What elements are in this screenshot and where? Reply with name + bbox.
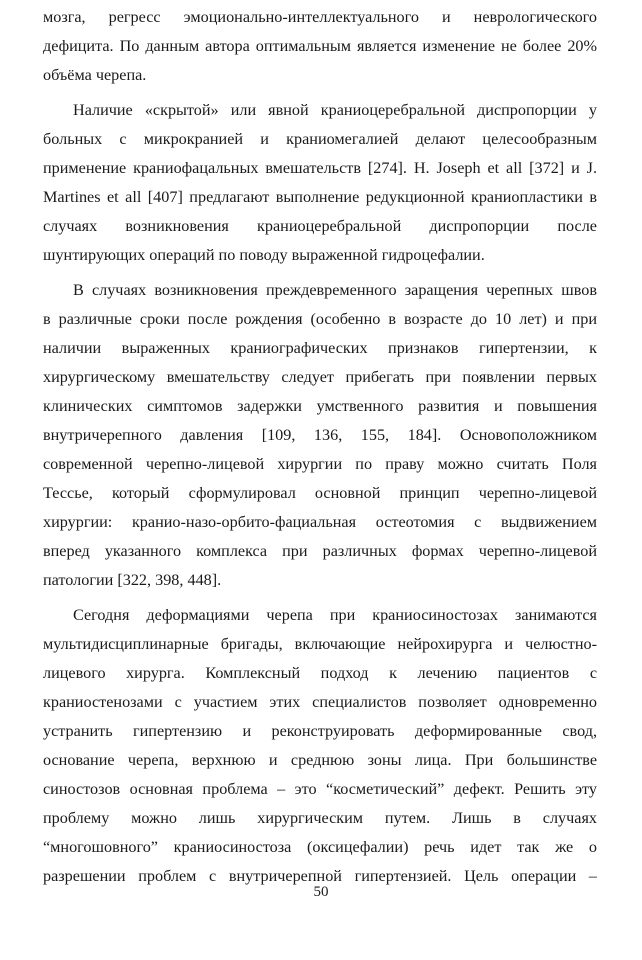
text-line: проблему можно лишь хирургическим путем. Лишь в случаях bbox=[43, 809, 597, 827]
text-line: внутричерепного давления [109, 136, 155, 184]. Основоположником bbox=[43, 426, 597, 444]
text-line: краниостенозами с участием этих специалистов позволяет одновременно bbox=[43, 693, 597, 711]
text-line: Наличие «скрытой» или явной краниоцеребральной диспропорции у bbox=[73, 101, 597, 119]
text-line: мозга, регресс эмоционально-интеллектуального и неврологического bbox=[43, 8, 597, 26]
page-number: 50 bbox=[313, 884, 329, 900]
text-line: в различные сроки после рождения (особенно в возрасте до 10 лет) и при bbox=[43, 310, 597, 328]
text-line: В случаях возникновения преждевременного заращения черепных швов bbox=[73, 281, 597, 299]
text-line: Сегодня деформациями черепа при краниосиностозах занимаются bbox=[73, 606, 597, 624]
paragraph bbox=[43, 3, 597, 90]
text-line: “многошовного” краниосиностоза (оксицефалии) речь идет так же о bbox=[43, 838, 597, 856]
body-text bbox=[43, 3, 597, 891]
text-line: Martines et all [407] предлагают выполнение редукционной краниопластики в bbox=[43, 188, 597, 206]
paragraph bbox=[43, 276, 597, 595]
text-line: наличии выраженных краниографических признаков гипертензии, к bbox=[43, 339, 597, 357]
text-line: устранить гипертензию и реконструировать деформированные свод, bbox=[43, 722, 597, 740]
paragraph bbox=[43, 96, 597, 270]
text-line: вперед указанного комплекса при различных формах черепно-лицевой bbox=[43, 542, 597, 560]
text-line: хирургии: кранио-назо-орбито-фациальная остеотомия с выдвижением bbox=[43, 513, 597, 531]
text-line: объёма черепа. bbox=[43, 66, 147, 84]
text-line: разрешении проблем с внутричерепной гипертензией. Цель операции – bbox=[43, 867, 597, 885]
text-line: случаях возникновения краниоцеребральной диспропорции после bbox=[43, 217, 597, 235]
text-line: хирургическому вмешательству следует прибегать при появлении первых bbox=[43, 368, 597, 386]
text-line: современной черепно-лицевой хирургии по праву можно считать Поля bbox=[43, 455, 597, 473]
text-line: основание черепа, верхнюю и среднюю зоны лица. При большинстве bbox=[43, 751, 597, 769]
text-line: мультидисциплинарные бригады, включающие нейрохирурга и челюстно- bbox=[43, 635, 597, 653]
paragraph bbox=[43, 601, 597, 891]
text-line: патологии [322, 398, 448]. bbox=[43, 571, 222, 589]
text-line: клинических симптомов задержки умственного развития и повышения bbox=[43, 397, 597, 415]
text-line: дефицита. По данным автора оптимальным является изменение не более 20% bbox=[43, 37, 597, 55]
text-line: применение краниофацальных вмешательств [274]. H. Joseph et all [372] и J. bbox=[43, 159, 597, 177]
text-line: больных с микрокранией и краниомегалией делают целесообразным bbox=[43, 130, 597, 148]
text-line: синостозов основная проблема – это “косметический” дефект. Решить эту bbox=[43, 780, 597, 798]
text-line: лицевого хирурга. Комплексный подход к лечению пациентов с bbox=[43, 664, 597, 682]
text-line: шунтирующих операций по поводу выраженной гидроцефалии. bbox=[43, 246, 485, 264]
text-line: Тессье, который сформулировал основной принцип черепно-лицевой bbox=[43, 484, 597, 502]
